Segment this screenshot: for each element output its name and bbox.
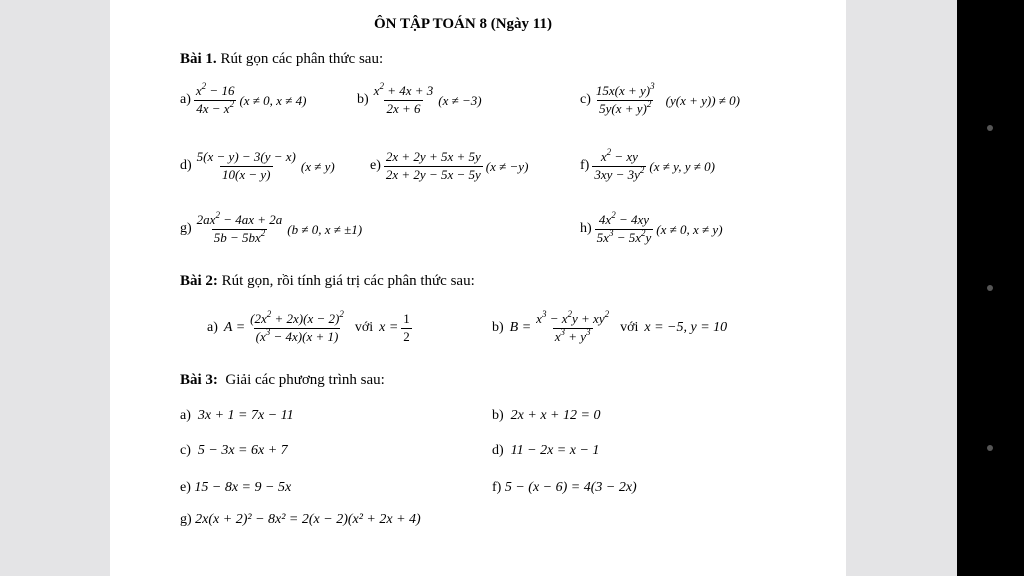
bai3-eq-b: 2x + x + 12 = 0 bbox=[510, 408, 601, 423]
bai3-item-e bbox=[180, 481, 291, 495]
fraction-e: 2x + 2y + 5x + 5y 2x + 2y − 5x − 5y bbox=[385, 149, 481, 182]
bai1-cond-f: (x ≠ y, y ≠ 0) bbox=[649, 158, 715, 174]
bai3-eq-a: 3x + 1 = 7x − 11 bbox=[197, 408, 294, 423]
bai1-heading-text: Rút gọn các phân thức sau: bbox=[220, 51, 384, 67]
bai1-cond-c: (y(x + y)) ≠ 0) bbox=[665, 92, 741, 108]
bai2-label-b: b) bbox=[492, 320, 504, 336]
bai3-item-f bbox=[492, 481, 637, 495]
bai1-heading-bold: Bài 1. bbox=[180, 51, 217, 67]
bai3-heading-text: Giải các phương trình sau: bbox=[225, 372, 385, 388]
fraction-g: $2ax^2 - 4ax + 2a$ $5b - 5bx^2$ bbox=[196, 210, 283, 245]
bai3-heading bbox=[180, 373, 385, 388]
fraction-h: $4x^2 - 4xy$ $5x^3 - 5x^2y$ bbox=[596, 210, 652, 245]
bai3-label-c: c) bbox=[180, 443, 191, 458]
bai3-eq-c: 5 − 3x = 6x + 7 bbox=[197, 443, 288, 458]
bai3-item-c bbox=[180, 444, 288, 458]
bai1-item-a bbox=[180, 81, 307, 117]
bai3-item-d bbox=[492, 444, 599, 458]
bai1-cond-h: (x ≠ 0, x ≠ y) bbox=[656, 221, 723, 237]
bai1-label-a: a) bbox=[180, 92, 191, 108]
bai1-cond-d: (x ≠ y) bbox=[300, 158, 335, 174]
bai1-label-g: g) bbox=[180, 221, 192, 237]
bai1-item-h bbox=[580, 210, 723, 246]
fraction-f: $x^2$ − xy $3xy - 3y^2$ bbox=[594, 147, 645, 182]
bai1-label-e: e) bbox=[370, 158, 381, 174]
bai3-label-b: b) bbox=[492, 408, 504, 423]
bai1-item-c bbox=[580, 81, 741, 117]
fraction-bai2-b: $\frac{x^3 - x^2y + xy^2}{x^3 + y^3}$ bbox=[536, 309, 610, 344]
bai2-a-value: x = bbox=[379, 320, 399, 336]
bai3-heading-bold: Bài 3: bbox=[180, 372, 218, 388]
fraction-half: $\frac{1}{2}$ bbox=[403, 311, 410, 344]
bai3-label-d: d) bbox=[492, 443, 504, 458]
bai1-label-c: c) bbox=[580, 92, 591, 108]
bai1-item-g bbox=[180, 210, 363, 246]
bai1-label-h: h) bbox=[580, 221, 592, 237]
bai1-heading bbox=[180, 52, 383, 67]
bai1-item-f bbox=[580, 147, 715, 183]
bai2-b-value: x = −5, y = 10 bbox=[644, 320, 728, 336]
bai2-item-b: b) B = $\frac{x^3 - x^2y + xy^2}{x^3 + y^3}$ với x = −5, y = 10 bbox=[492, 309, 728, 344]
bai2-item-a: a) A = $\frac{(2x^2 + 2x)(x - 2)^2}{(x^3 - 4x)(x + 1)}$ với x = $\frac{1}{2}$ bbox=[207, 309, 410, 344]
bai3-item-b bbox=[492, 409, 600, 423]
page-title: ÔN TẬP TOÁN 8 (Ngày 11) bbox=[374, 16, 552, 32]
bai2-heading bbox=[180, 274, 475, 289]
bai1-item-b bbox=[357, 81, 482, 117]
bai3-label-g: g) bbox=[180, 512, 192, 527]
fraction-a: $x^2 - 16$ $4x - x^2$ bbox=[195, 81, 235, 116]
bai2-heading-bold: Bài 2: bbox=[180, 273, 218, 289]
fraction-b: $x^2 + 4x + 3$ 2x + 6 bbox=[373, 81, 434, 116]
bai1-cond-a: (x ≠ 0, x ≠ 4) bbox=[239, 92, 307, 108]
nav-dot-1[interactable] bbox=[987, 125, 993, 131]
bai2-voi-a: với bbox=[354, 320, 374, 336]
bai3-item-g bbox=[180, 513, 421, 527]
nav-dot-3[interactable] bbox=[987, 445, 993, 451]
bai1-cond-g: (b ≠ 0, x ≠ ±1) bbox=[287, 221, 363, 237]
bai2-voi-b: với bbox=[620, 320, 639, 336]
bai3-eq-f: 5 − (x − 6) = 4(3 − 2x) bbox=[504, 480, 637, 495]
bai3-label-f: f) bbox=[492, 480, 502, 495]
fraction-bai2-a: $\frac{(2x^2 + 2x)(x - 2)^2}{(x^3 - 4x)(x + 1)}$ bbox=[250, 309, 344, 344]
fraction-d: 5(x − y) − 3(y − x) 10(x − y) bbox=[196, 149, 296, 182]
bai1-cond-b: (x ≠ −3) bbox=[438, 92, 482, 108]
bai3-item-a bbox=[180, 409, 294, 423]
viewer-right-margin bbox=[846, 0, 957, 576]
bai3-eq-g: 2x(x + 2)² − 8x² = 2(x − 2)(x² + 2x + 4) bbox=[195, 512, 421, 527]
bai1-label-d: d) bbox=[180, 158, 192, 174]
bai1-cond-e: (x ≠ −y) bbox=[485, 158, 529, 174]
bai1-item-e bbox=[370, 150, 528, 183]
bai2-heading-text: Rút gọn, rồi tính giá trị các phân thức sau: bbox=[221, 273, 475, 289]
bai3-label-e: e) bbox=[180, 480, 191, 495]
bai1-label-b: b) bbox=[357, 92, 369, 108]
bai1-item-d bbox=[180, 150, 335, 183]
viewer-left-margin bbox=[0, 0, 110, 576]
fraction-c: $15x(x + y)^3$ $5y(x + y)^2$ bbox=[595, 81, 655, 116]
nav-dot-2[interactable] bbox=[987, 285, 993, 291]
bai3-eq-d: 11 − 2x = x − 1 bbox=[510, 443, 600, 458]
bai2-label-a: a) bbox=[207, 320, 218, 336]
bai3-label-a: a) bbox=[180, 408, 191, 423]
bai3-eq-e: 15 − 8x = 9 − 5x bbox=[194, 480, 292, 495]
bai1-label-f: f) bbox=[580, 158, 590, 174]
